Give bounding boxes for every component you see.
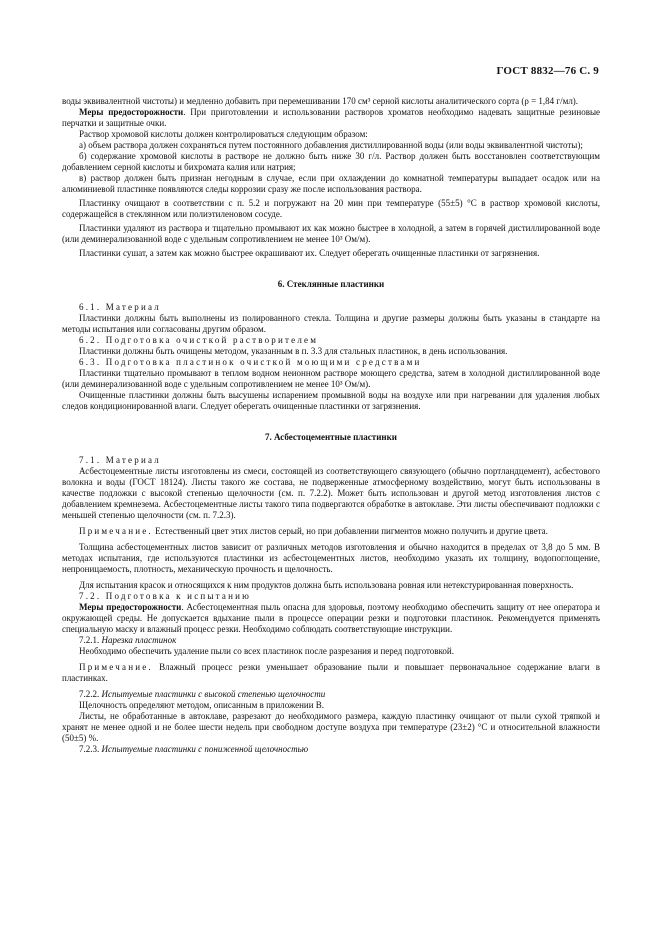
paragraph-text: . При приготовлении и использовании растворов хроматов необходимо надевать защитные резиновые перчатки и защитные очки. — [62, 107, 600, 128]
paragraph: Асбестоцементные листы изготовлены из смеси, состоящей из соответствующего связующего (обычно портландцемент), асбестового волокна и воды (ГОСТ 18124). Листы такого же состава, не подверженные атмосферному воздействию, могут быть использованы в качестве подложки с высокой степенью щелочности (см. п. 7.2.2). Может быть использован и другой метод изготовления листов с добавлением кремнезема. Асбестоцементные листы такого типа подвергаются обработке в автоклаве. Эти листы обеспечивают подложки с меньшей степенью щелочности (см. п. 7.2.3). — [62, 466, 600, 520]
subsection-heading: 6.3. Подготовка пластинок очисткой моющими средствами — [79, 357, 422, 367]
note-text: Естественный цвет этих листов серый, но при добавлении пигментов можно получить и другие цвета. — [152, 526, 548, 536]
paragraph: Пластинку очищают в соответствии с п. 5.2 и погружают на 20 мин при температуре (55±5) °С в раствор хромовой кислоты, содержащейся в стеклянном или полиэтиленовом сосуде. — [62, 198, 600, 219]
paragraph: Для испытания красок и относящихся к ним продуктов должна быть использована ровная или нетекстурированная поверхность. — [79, 580, 574, 590]
note-text: Влажный процесс резки уменьшает образование пыли и повышает первоначальное содержание влаги в пластинках. — [62, 662, 600, 683]
paragraph: Щелочность определяют методом, описанным в приложении В. — [79, 700, 325, 710]
subsection-heading: 6.2. Подготовка очисткой растворителем — [79, 335, 319, 345]
list-item: б) содержание хромовой кислоты в растворе не должно быть ниже 30 г/л. Раствор должен быть восстановлен соответствующим добавлением серной кислоты и бихромата калия или натрия; — [62, 151, 600, 172]
paragraph: воды эквивалентной чистоты) и медленно добавить при перемешивании 170 см³ серной кислоты аналитического сорта (ρ = 1,84 г/мл). — [62, 96, 579, 106]
paragraph: Толщина асбестоцементных листов зависит от различных методов изготовления и обычно находится в пределах от 3,8 до 5 мм. В методах испытания, где используются пластинки из асбестоцементных листов, необходимо указать их толщину, водопоглощение, непроницаемость, плотность, механическую прочность и щелочность. — [62, 542, 600, 574]
subsection-heading: 6.1. Материал — [79, 302, 161, 312]
note-label: Примечание. — [79, 662, 153, 672]
subsection-heading: 7.2.3. Испытуемые пластинки с пониженной щелочностью — [79, 744, 309, 754]
paragraph — [62, 107, 600, 129]
paragraph: Пластинки тщательно промывают в теплом водном неионном растворе моющего средства, затем в холодной дистиллированной воде (или деминерализованной воде с удельным сопротивлением не менее 10³ Ом/м). — [62, 368, 600, 389]
bold-label: Меры предосторожности — [79, 602, 182, 612]
subsection-heading: 7.2.2. Испытуемые пластинки с высокой степенью щелочности — [79, 689, 326, 699]
paragraph: Пластинки должны быть очищены методом, указанным в п. 3.3 для стальных пластинок, в день использования. — [79, 346, 508, 356]
page-header: ГОСТ 8832—76 С. 9 — [496, 65, 599, 77]
paragraph: Необходимо обеспечить удаление пыли со всех пластинок после разрезания и перед подготовкой. — [79, 646, 454, 656]
subsection-heading: 7.2. Подготовка к испытанию — [79, 591, 252, 601]
list-item: а) объем раствора должен сохраняться путем постоянного добавления дистиллированной воды (или воды эквивалентной чистоты); — [79, 140, 583, 150]
paragraph — [62, 602, 600, 635]
list-item: в) раствор должен быть признан негодным в случае, если при охлаждении до комнатной температуры выпадает осадок или на алюминиевой пластинке появляются следы коррозии сразу же после использования раствора. — [62, 173, 600, 194]
note — [62, 662, 600, 684]
paragraph: Пластинки сушат, а затем как можно быстрее окрашивают их. Следует оберегать очищенные пластинки от загрязнения. — [79, 248, 540, 258]
section-heading: 7. Асбестоцементные пластинки — [265, 432, 397, 442]
note — [62, 526, 600, 537]
subsection-heading: 7.2.1. Нарезка пластинок — [79, 635, 177, 645]
section-heading: 6. Стеклянные пластинки — [277, 279, 385, 289]
paragraph: Очищенные пластинки должны быть высушены испарением промывной воды на воздухе или при нагревании для удаления любых следов кондиционированной влаги. Следует оберегать очищенные пластинки от загрязнения. — [62, 390, 600, 411]
paragraph: Раствор хромовой кислоты должен контролироваться следующим образом: — [79, 129, 368, 139]
subsection-heading: 7.1. Материал — [79, 455, 161, 465]
paragraph: Пластинки удаляют из раствора и тщательно промывают их как можно быстрее в холодной, а затем в горячей дистиллированной воде (или деминерализованной воде с удельным сопротивлением не менее 10³ Ом/м). — [62, 223, 600, 244]
paragraph-text: . Асбестоцементная пыль опасна для здоровья, поэтому необходимо обеспечить защиту от нее оператора и окружающей среды. Не допускается вдыхание пыли в процессе операции резки и подготовки пластинок. Рекомендуется применять специальную маску и влажный процесс резки. Необходимо соблюдать соответствующие инструкции. — [62, 602, 600, 634]
bold-label: Меры предосторожности — [79, 107, 184, 117]
note-label: Примечание. — [79, 526, 153, 536]
paragraph: Пластинки должны быть выполнены из полированного стекла. Толщина и другие размеры должны быть указаны в стандарте на методы испытания или согласованы другим образом. — [62, 313, 600, 334]
page-content — [62, 96, 600, 755]
paragraph: Листы, не обработанные в автоклаве, разрезают до необходимого размера, каждую пластинку очищают от пыли сухой тряпкой и хранят не менее одной и не более шести недель при свободном доступе воздуха при температуре (23±2) °С и относительной влажности (50±5) %. — [62, 711, 600, 743]
